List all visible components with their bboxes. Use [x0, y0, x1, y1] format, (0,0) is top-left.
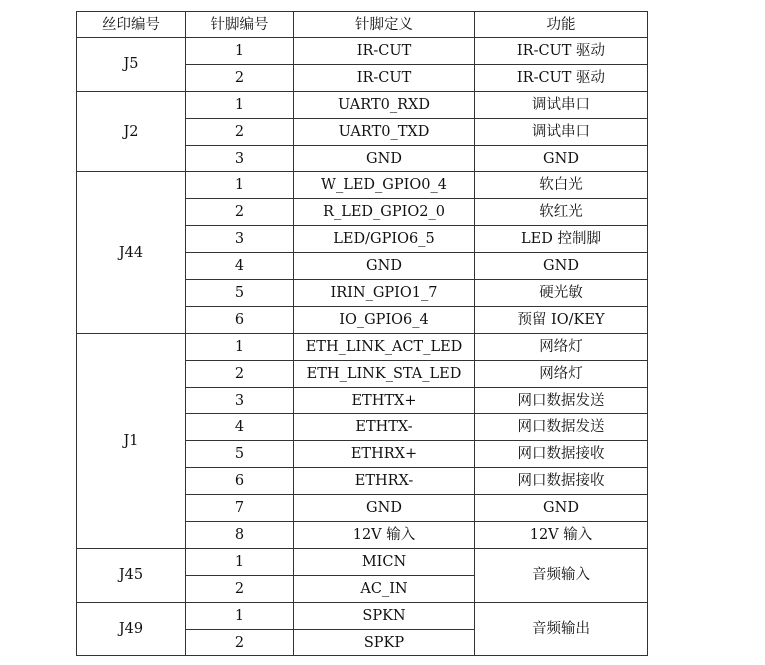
pin-definition-cell: UART0_TXD — [294, 118, 475, 145]
function-cell: 网口数据发送 — [475, 414, 648, 441]
function-cell: 预留 IO/KEY — [475, 306, 648, 333]
function-cell: 调试串口 — [475, 91, 648, 118]
pin-number-cell: 8 — [186, 522, 294, 549]
pin-number-cell: 2 — [186, 629, 294, 656]
pin-number-cell: 5 — [186, 280, 294, 307]
pin-definition-cell: GND — [294, 253, 475, 280]
pin-definition-cell: IR-CUT — [294, 38, 475, 65]
pin-number-cell: 7 — [186, 495, 294, 522]
connector-label: J2 — [77, 91, 186, 172]
pin-number-cell: 1 — [186, 602, 294, 629]
table-row — [77, 172, 648, 199]
function-cell: 网口数据接收 — [475, 468, 648, 495]
pin-number-cell: 6 — [186, 306, 294, 333]
table-body — [77, 38, 648, 656]
table-row — [77, 602, 648, 629]
pin-definition-cell: LED/GPIO6_5 — [294, 226, 475, 253]
pin-number-cell: 1 — [186, 38, 294, 65]
pin-number-cell: 3 — [186, 145, 294, 172]
header-silkscreen: 丝印编号 — [77, 12, 186, 38]
pin-definition-cell: MICN — [294, 548, 475, 575]
pin-number-cell: 2 — [186, 118, 294, 145]
function-cell: IR-CUT 驱动 — [475, 64, 648, 91]
table-row — [77, 38, 648, 65]
function-cell: 网络灯 — [475, 360, 648, 387]
pin-definition-cell: 12V 输入 — [294, 522, 475, 549]
table-header-row — [77, 12, 648, 38]
table-row — [77, 548, 648, 575]
function-cell: 音频输入 — [475, 548, 648, 602]
pin-number-cell: 2 — [186, 360, 294, 387]
pin-definition-table — [76, 11, 648, 656]
connector-label: J1 — [77, 333, 186, 548]
pin-definition-cell: ETHRX+ — [294, 441, 475, 468]
pin-definition-cell: IRIN_GPIO1_7 — [294, 280, 475, 307]
function-cell: GND — [475, 145, 648, 172]
pin-definition-cell: IO_GPIO6_4 — [294, 306, 475, 333]
pin-definition-cell: ETH_LINK_ACT_LED — [294, 333, 475, 360]
pin-number-cell: 3 — [186, 226, 294, 253]
header-function: 功能 — [475, 12, 648, 38]
function-cell: 软红光 — [475, 199, 648, 226]
table-row — [77, 333, 648, 360]
function-cell: 12V 输入 — [475, 522, 648, 549]
pin-number-cell: 1 — [186, 333, 294, 360]
pin-definition-cell: AC_IN — [294, 575, 475, 602]
pin-definition-cell: W_LED_GPIO0_4 — [294, 172, 475, 199]
pin-number-cell: 5 — [186, 441, 294, 468]
pin-definition-cell: R_LED_GPIO2_0 — [294, 199, 475, 226]
pin-number-cell: 1 — [186, 172, 294, 199]
connector-label: J44 — [77, 172, 186, 333]
pin-number-cell: 2 — [186, 575, 294, 602]
function-cell: 网口数据发送 — [475, 387, 648, 414]
pin-definition-cell: ETH_LINK_STA_LED — [294, 360, 475, 387]
function-cell: IR-CUT 驱动 — [475, 38, 648, 65]
pin-definition-cell: GND — [294, 145, 475, 172]
table-row — [77, 91, 648, 118]
function-cell: 网口数据接收 — [475, 441, 648, 468]
pin-number-cell: 4 — [186, 414, 294, 441]
connector-label: J5 — [77, 38, 186, 92]
pin-definition-cell: GND — [294, 495, 475, 522]
function-cell: 硬光敏 — [475, 280, 648, 307]
pin-number-cell: 6 — [186, 468, 294, 495]
pin-number-cell: 1 — [186, 548, 294, 575]
pin-definition-cell: SPKN — [294, 602, 475, 629]
pin-definition-cell: IR-CUT — [294, 64, 475, 91]
pin-number-cell: 2 — [186, 64, 294, 91]
header-pin-definition: 针脚定义 — [294, 12, 475, 38]
function-cell: GND — [475, 253, 648, 280]
pin-definition-cell: UART0_RXD — [294, 91, 475, 118]
pin-definition-cell: ETHRX- — [294, 468, 475, 495]
connector-label: J45 — [77, 548, 186, 602]
function-cell: 网络灯 — [475, 333, 648, 360]
pin-definition-cell: ETHTX+ — [294, 387, 475, 414]
pin-number-cell: 4 — [186, 253, 294, 280]
pin-number-cell: 3 — [186, 387, 294, 414]
pin-definition-cell: ETHTX- — [294, 414, 475, 441]
function-cell: 音频输出 — [475, 602, 648, 656]
function-cell: GND — [475, 495, 648, 522]
function-cell: 调试串口 — [475, 118, 648, 145]
connector-label: J49 — [77, 602, 186, 656]
pin-number-cell: 2 — [186, 199, 294, 226]
header-pin-number: 针脚编号 — [186, 12, 294, 38]
function-cell: LED 控制脚 — [475, 226, 648, 253]
pin-number-cell: 1 — [186, 91, 294, 118]
pin-definition-cell: SPKP — [294, 629, 475, 656]
function-cell: 软白光 — [475, 172, 648, 199]
